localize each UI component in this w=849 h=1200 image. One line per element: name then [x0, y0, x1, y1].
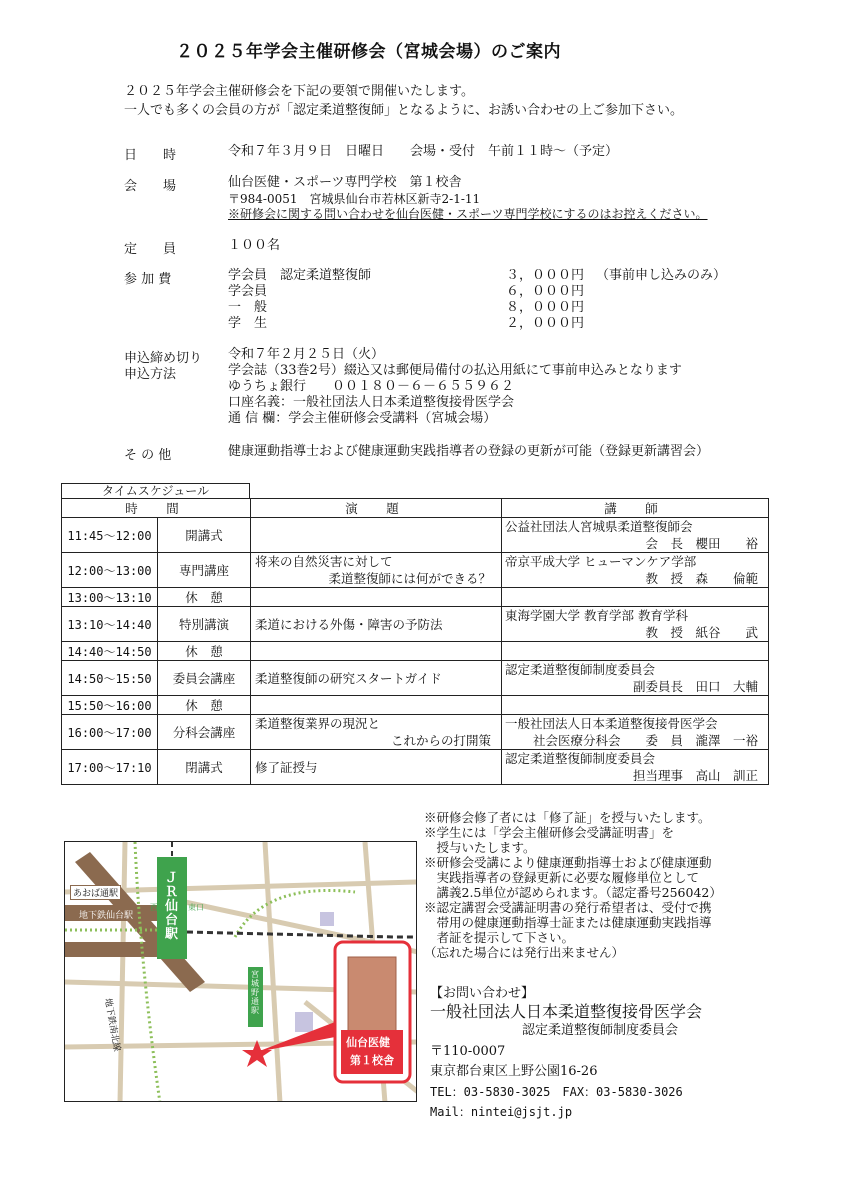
other-label: そ の 他: [124, 448, 172, 463]
note-line: ※認定講習会受講証明書の発行希望者は、受付で携: [424, 900, 712, 915]
schedule-time: [62, 553, 158, 588]
schedule-topic: [251, 696, 502, 715]
transfer-memo: 通 信 欄：学会主催研修会受講料（宮城会場）: [228, 411, 497, 426]
contact-org: 一般社団法人日本柔道整復接骨医学会: [430, 1002, 703, 1021]
schedule-kind: [158, 588, 251, 607]
schedule-lecturer: [502, 607, 769, 642]
schedule-lecturer-name: 教 授 紙谷 武: [645, 625, 759, 640]
schedule-body: [62, 518, 769, 785]
note-line: ※研修会受講により健康運動指導士および健康運動: [424, 855, 712, 870]
schedule-row: [62, 715, 769, 750]
method-value: 学会誌（33巻2号）綴込又は郵便局備付の払込用紙にて事前申込みとなります: [228, 363, 682, 378]
contact-committee: 認定柔道整復師制度委員会: [522, 1023, 679, 1038]
schedule-lecturer-name: 副委員長 田口 大輔: [633, 679, 759, 694]
schedule-row: [62, 696, 769, 715]
schedule-kind-text: 専門講座: [179, 563, 230, 578]
schedule-time-text: 13:10～14:40: [67, 617, 152, 632]
note-line: （忘れた場合には発行出来ません）: [424, 945, 625, 960]
schedule-topic: [251, 715, 502, 750]
schedule-lecturer-org: 公益社団法人宮城県柔道整復師会: [505, 519, 693, 534]
date-value: 令和７年３月９日 日曜日 会場・受付 午前１１時～（予定）: [228, 144, 619, 159]
note-line: ※学生には「学会主催研修会受講証明書」を: [424, 825, 675, 840]
schedule-topic-line1: 柔道における外傷・障害の予防法: [255, 616, 443, 632]
schedule-row: [62, 553, 769, 588]
date-label: 日 時: [124, 148, 177, 163]
schedule-row: [62, 588, 769, 607]
schedule-topic-line2: 柔道整復師には何ができる？: [328, 571, 492, 586]
deadline-value: 令和７年２月２５日（火）: [228, 347, 385, 362]
schedule-lecturer: [502, 518, 769, 553]
schedule-time: [62, 518, 158, 553]
note-line: 実践指導者の登録更新に必要な履修単位として: [424, 870, 700, 885]
schedule-lecturer: [502, 696, 769, 715]
contact-tel-fax: TEL：03-5830-3025 FAX：03-5830-3026: [430, 1085, 683, 1099]
schedule-lecturer-org: 一般社団法人日本柔道整復接骨医学会: [505, 716, 718, 731]
schedule-time-text: 16:00～17:00: [67, 725, 152, 740]
schedule-topic: [251, 661, 502, 696]
fee-note-0: （事前申し込みのみ）: [596, 268, 727, 283]
schedule-topic: [251, 553, 502, 588]
schedule-lecturer-org: 認定柔道整復師制度委員会: [505, 662, 656, 677]
schedule-kind: [158, 696, 251, 715]
schedule-row: [62, 642, 769, 661]
fee-category-0: 学会員 認定柔道整復師: [228, 268, 372, 283]
schedule-lecturer: [502, 553, 769, 588]
fee-amount-0: ３，０００円: [506, 268, 585, 283]
fee-amount-2: ８，０００円: [506, 300, 585, 315]
schedule-topic: [251, 607, 502, 642]
schedule-lecturer-org: 東海学園大学 教育学部 教育学科: [505, 608, 688, 623]
schedule-time: [62, 696, 158, 715]
schedule-kind-text: 閉講式: [185, 760, 223, 775]
other-value: 健康運動指導士および健康運動実践指導者の登録の更新が可能（登録更新講習会）: [228, 444, 710, 459]
contact-heading: 【お問い合わせ】: [430, 986, 535, 1001]
schedule-time-text: 17:00～17:10: [67, 760, 152, 775]
map-label-subway-line: 地下鉄南北線: [102, 997, 122, 1053]
schedule-lecturer-name: 担当理事 高山 訓正: [633, 768, 759, 783]
schedule-kind-text: 休 憩: [185, 644, 223, 659]
schedule-time: [62, 642, 158, 661]
contact-zip: 〒110-0007: [430, 1044, 506, 1059]
school-building-icon: [348, 957, 396, 1032]
schedule-kind: [158, 661, 251, 696]
schedule-kind-text: 休 憩: [185, 698, 223, 713]
capacity-value: １００名: [228, 238, 281, 253]
schedule-topic: [251, 588, 502, 607]
schedule-topic: [251, 750, 502, 785]
method-label: 申込方法: [124, 367, 177, 382]
schedule-time-text: 11:45～12:00: [67, 528, 152, 543]
schedule-lecturer-name: 社会医療分科会 委 員 瀧澤 一裕: [533, 733, 759, 748]
notes-block: [424, 810, 722, 960]
bank-account: ゆうちょ銀行 ００１８０－６－６５５９６２: [228, 379, 515, 394]
map-label-school-1: 仙台医健: [346, 1036, 390, 1049]
capacity-label: 定 員: [124, 242, 177, 257]
schedule-topic-line1: 柔道整復師の研究スタートガイド: [255, 670, 442, 686]
schedule-time-text: 13:00～13:10: [67, 590, 152, 605]
contact-address: 東京都台東区上野公園16-26: [430, 1064, 598, 1079]
schedule-row: [62, 661, 769, 696]
schedule-time: [62, 750, 158, 785]
schedule-kind-text: 委員会講座: [172, 671, 236, 686]
schedule-lecturer: [502, 750, 769, 785]
page-title: ２０２５年学会主催研修会（宮城会場）のご案内: [176, 42, 561, 62]
map-label-aoba: あおば通駅: [70, 885, 121, 900]
schedule-kind-text: 休 憩: [185, 590, 223, 605]
header-time: 時 間: [62, 499, 251, 518]
schedule-lecturer-name: 教 授 森 倫範: [645, 571, 759, 586]
schedule-lecturer-org: 認定柔道整復師制度委員会: [505, 751, 656, 766]
schedule-lecturer-name: 会 長 櫻田 裕: [645, 536, 759, 551]
map-label-east-exit: 東口: [188, 903, 204, 912]
map-label-miyagino: 宮城野通駅: [251, 970, 259, 1015]
venue-note: ※研修会に関する問い合わせを仙台医健・スポーツ専門学校にするのはお控えください。: [228, 207, 708, 221]
intro-line-2: 一人でも多くの会員の方が「認定柔道整復師」となるように、お誘い合わせの上ご参加下さい。: [124, 103, 684, 118]
deadline-label: 申込締め切り: [124, 351, 203, 366]
map-label-subway-sendai: 地下鉄仙台駅: [79, 911, 134, 921]
map-label-school-2: 第１校舎: [350, 1054, 394, 1067]
schedule-kind: [158, 607, 251, 642]
schedule-topic: [251, 518, 502, 553]
schedule-kind: [158, 750, 251, 785]
note-line: 者証を提示して下さい。: [424, 930, 575, 945]
access-map: [64, 841, 417, 1102]
schedule-kind-text: 分科会講座: [172, 725, 236, 740]
schedule-time: [62, 715, 158, 750]
schedule-row: [62, 750, 769, 785]
schedule-kind-text: 特別講演: [179, 617, 230, 632]
schedule-kind: [158, 518, 251, 553]
note-line: 帯用の健康運動指導士証または健康運動実践指導: [424, 915, 712, 930]
schedule-row: [62, 518, 769, 553]
header-lecturer: 講 師: [502, 499, 769, 518]
map-label-jr-station: ＪＲ仙台駅: [165, 871, 179, 942]
map-label-west-exit: 西口: [150, 903, 166, 912]
schedule-header-row: [62, 499, 769, 518]
schedule-topic-line1: 将来の自然災害に対して: [255, 554, 393, 569]
schedule-lecturer-org: 帝京平成大学 ヒューマンケア学部: [505, 554, 697, 569]
schedule-topic-line1: 修了証授与: [255, 759, 318, 775]
contact-block: [430, 985, 702, 1122]
schedule-caption: タイムスケジュール: [61, 483, 250, 498]
venue-label: 会 場: [124, 179, 177, 194]
schedule-time-text: 15:50～16:00: [67, 698, 152, 713]
schedule-kind: [158, 642, 251, 661]
schedule-time-text: 14:50～15:50: [67, 671, 152, 686]
schedule-time: [62, 588, 158, 607]
schedule-kind: [158, 715, 251, 750]
note-line: ※研修会修了者には「修了証」を授与いたします。: [424, 810, 711, 825]
schedule-time: [62, 661, 158, 696]
schedule-topic-line2: これからの打開策: [391, 733, 492, 748]
schedule-topic: [251, 642, 502, 661]
schedule-table: [61, 498, 769, 785]
fee-label: 参 加 費: [124, 272, 172, 287]
schedule-row: [62, 607, 769, 642]
header-topic: 演 題: [251, 499, 502, 518]
schedule-kind: [158, 553, 251, 588]
schedule-time-text: 12:00～13:00: [67, 563, 152, 578]
schedule-time: [62, 607, 158, 642]
schedule-kind-text: 開講式: [185, 528, 223, 543]
intro-line-1: ２０２５年学会主催研修会を下記の要領で開催いたします。: [124, 84, 474, 99]
fee-amount-1: ６，０００円: [506, 284, 585, 299]
fee-category-1: 学会員: [228, 284, 268, 299]
fee-category-3: 学 生: [228, 316, 268, 331]
contact-mail[interactable]: Mail：nintei@jsjt.jp: [430, 1105, 573, 1119]
schedule-lecturer: [502, 661, 769, 696]
schedule-lecturer: [502, 588, 769, 607]
venue-address: 〒984-0051 宮城県仙台市若林区新寺2-1-11: [228, 192, 481, 206]
schedule-time-text: 14:40～14:50: [67, 644, 152, 659]
fee-amount-3: ２，０００円: [506, 316, 585, 331]
schedule-topic-line1: 柔道整復業界の現況と: [255, 716, 381, 731]
account-name: 口座名義：一般社団法人日本柔道整復接骨医学会: [228, 395, 515, 410]
fee-category-2: 一 般: [228, 300, 268, 315]
note-line: 講義2.5単位が認められます。（認定番号256042）: [424, 885, 722, 900]
note-line: 授与いたします。: [424, 840, 536, 855]
schedule-lecturer: [502, 642, 769, 661]
schedule-lecturer: [502, 715, 769, 750]
venue-name: 仙台医健・スポーツ専門学校 第１校舎: [228, 175, 462, 190]
